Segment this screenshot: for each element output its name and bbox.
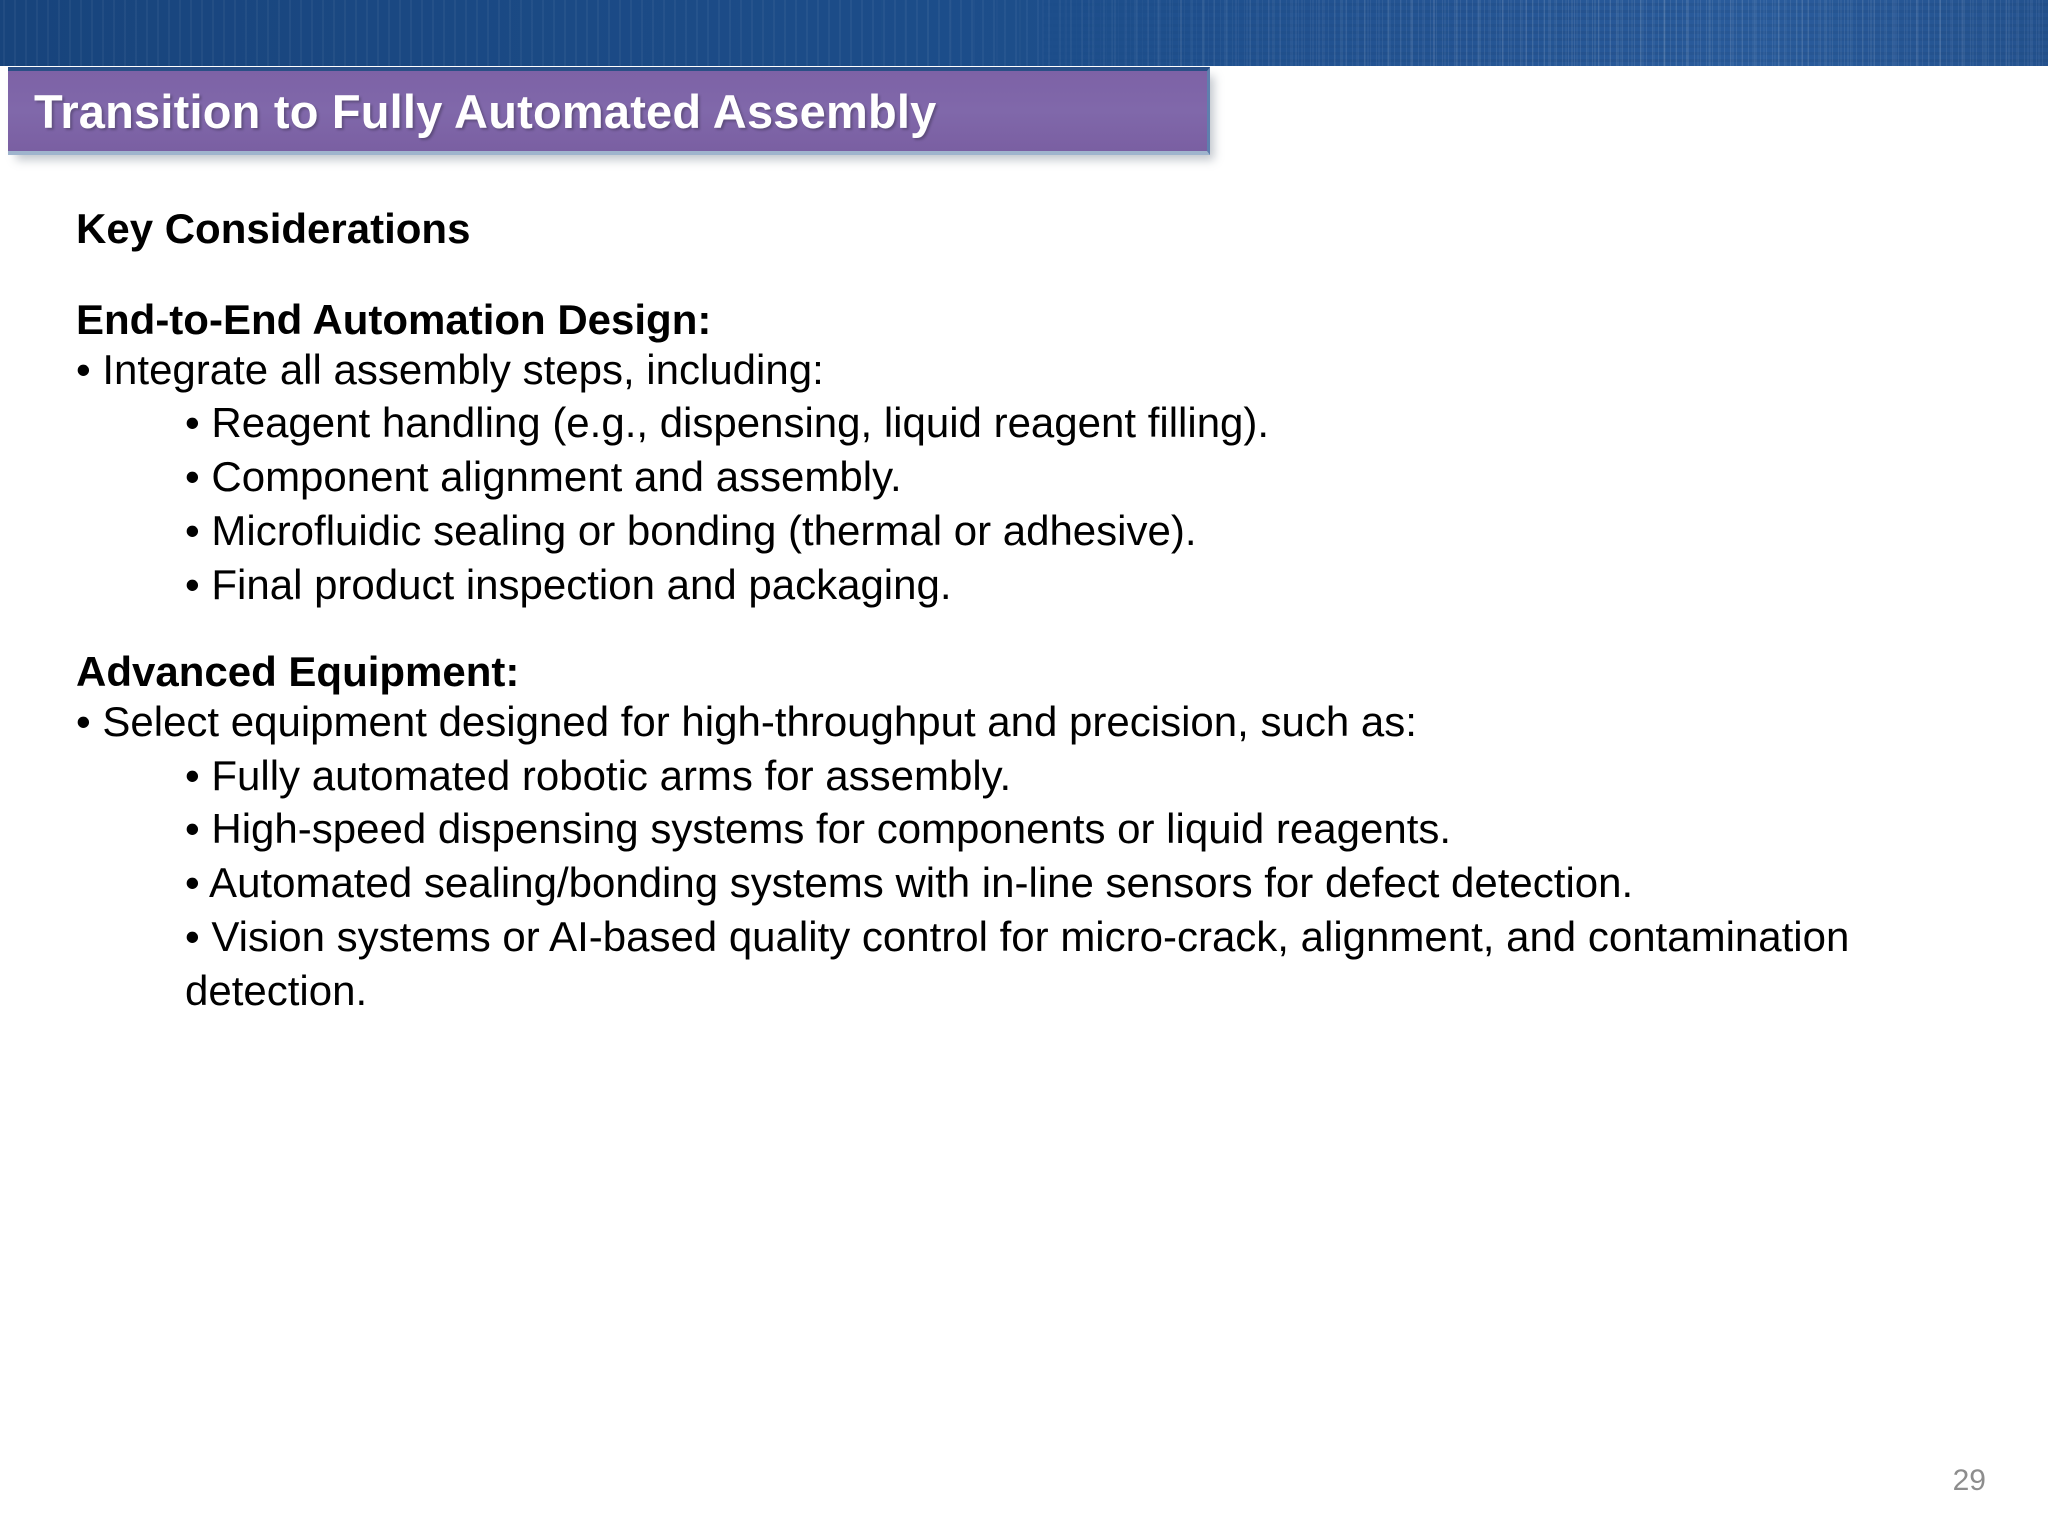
section-end-to-end-automation-design: [0, 297, 2048, 611]
slide-title: Transition to Fully Automated Assembly: [34, 84, 937, 138]
sub-bullet: • Component alignment and assembly.: [185, 453, 902, 501]
sub-bullet: • High-speed dispensing systems for components or liquid reagents.: [185, 805, 1452, 853]
slide-title-bar: [8, 67, 1210, 155]
section-lead-bullet: • Integrate all assembly steps, including:: [76, 345, 824, 393]
section-advanced-equipment: [0, 649, 2048, 1017]
sub-bullet: • Reagent handling (e.g., dispensing, liquid reagent filling).: [185, 399, 1270, 447]
section-lead-bullet: • Select equipment designed for high-throughput and precision, such as:: [76, 697, 1417, 745]
header-banner: [0, 0, 2048, 66]
key-considerations-heading: Key Considerations: [76, 205, 471, 252]
slide-body: [0, 158, 2048, 1017]
page-number: 29: [1952, 1464, 1986, 1497]
sub-bullet: • Fully automated robotic arms for assembly.: [185, 751, 1012, 799]
spacer: [0, 611, 2048, 649]
sub-bullet: • Vision systems or AI-based quality control for micro-crack, alignment, and contamination detection.: [185, 912, 1850, 1014]
section-heading: Advanced Equipment:: [76, 648, 520, 696]
section-heading: End-to-End Automation Design:: [76, 296, 712, 344]
sub-bullet: • Automated sealing/bonding systems with in-line sensors for defect detection.: [185, 859, 1634, 907]
sub-bullet: • Microfluidic sealing or bonding (thermal or adhesive).: [185, 506, 1197, 554]
banner-texture-pixels: [0, 0, 2048, 66]
spacer: [0, 251, 2048, 297]
sub-bullet: • Final product inspection and packaging.: [185, 560, 952, 608]
